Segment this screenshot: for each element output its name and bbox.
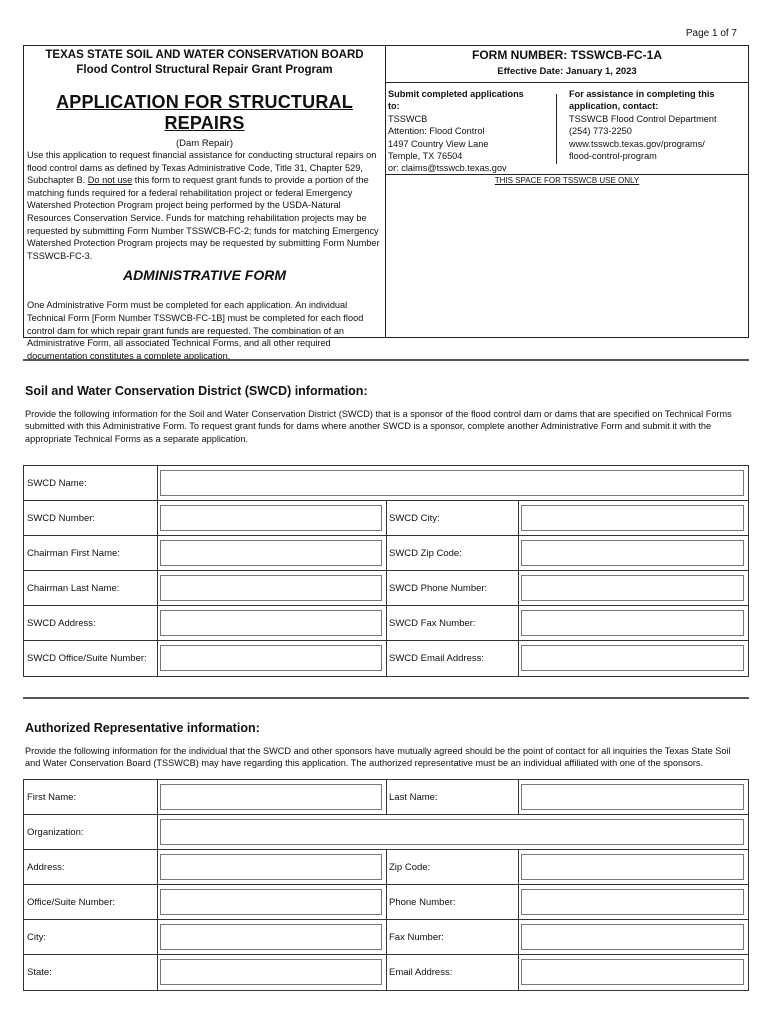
swcd-section-title: Soil and Water Conservation District (SWCD) information: <box>25 384 368 398</box>
cell-divider <box>157 920 158 954</box>
field-label: SWCD Email Address: <box>389 653 485 664</box>
rep-phone-input[interactable] <box>521 889 744 915</box>
swcd-row <box>24 606 748 641</box>
rep-first-name-input[interactable] <box>160 784 382 810</box>
swcd-section-description: Provide the following information for the Soil and Water Conservation District (SWCD) that is a sponsor of the flood control dam or dams that are specified on Technical Forms submitted with this Administrative Form. To request grant funds for dams where another SWCD is a sponsor, complete another Administrative Form and submit it with the appropriate Technical Forms as a separate application. <box>25 409 732 444</box>
field-label: Zip Code: <box>389 861 431 873</box>
swcd-city-input[interactable] <box>521 505 744 531</box>
rep-zip-input[interactable] <box>521 854 744 880</box>
section-divider <box>23 359 749 361</box>
rep-fax-input[interactable] <box>521 924 744 950</box>
submit-heading: Submit completed applications to: <box>388 89 524 112</box>
page-number: Page 1 of 7 <box>685 28 737 39</box>
field-label: SWCD Zip Code: <box>389 547 462 559</box>
cell-divider <box>518 641 519 676</box>
swcd-name-row <box>24 466 748 501</box>
cell-divider <box>157 501 158 535</box>
header-right-panel <box>386 46 748 337</box>
cell-divider <box>518 850 519 884</box>
contact-line: (254) 773-2250 <box>569 126 632 137</box>
rep-section-description: Provide the following information for the individual that the SWCD and other sponsors have mutually agreed should be the point of contact for all inquiries the Texas State Soil and Water Conservation Board (TSSWCB) may have regarding this application. The authorized representative must be an individual affiliated with one of the sponsors. <box>25 746 731 769</box>
cell-divider <box>157 780 158 814</box>
swcd-zip-input[interactable] <box>521 540 744 566</box>
submit-line: Attention: Flood Control <box>388 126 485 137</box>
rep-row <box>24 850 748 885</box>
chairman-last-name-input[interactable] <box>160 575 382 601</box>
intro-text-2: this form to request grant funds to provide a portion of the matching funds required for a federal rehabilitation project or federal Emergency Watershed Protection Program project being performed by the USDA-Natural Resources Conservation Service. Funds for matching rehabilitation projects may be requested by submitting Form Number TSSWCB-FC-2; funds for matching Emergency Watershed Protection Program projects may be requested by submitting Form Number TSSWCB-FC-3. <box>27 175 380 261</box>
cell-divider <box>518 501 519 535</box>
submit-line: 1497 Country View Lane <box>388 138 489 149</box>
header-left-panel <box>24 46 386 361</box>
field-label: SWCD Phone Number: <box>389 582 488 594</box>
field-label: Phone Number: <box>389 896 456 908</box>
swcd-address-input[interactable] <box>160 610 382 636</box>
rep-row <box>24 920 748 955</box>
swcd-row <box>24 501 748 536</box>
field-label: Organization: <box>27 826 84 838</box>
rep-form-table <box>23 779 749 991</box>
submit-line: TSSWCB <box>388 113 428 124</box>
submit-email[interactable]: or: claims@tsswcb.texas.gov <box>388 163 507 174</box>
rep-state-input[interactable] <box>160 959 382 985</box>
cell-divider <box>157 955 158 990</box>
rep-row <box>24 955 748 990</box>
rep-organization-row <box>24 815 748 850</box>
field-label: Email Address: <box>389 967 453 978</box>
cell-divider <box>157 850 158 884</box>
cell-divider <box>518 885 519 919</box>
cell-divider <box>518 920 519 954</box>
contact-line: TSSWCB Flood Control Department <box>569 113 717 124</box>
rep-organization-input[interactable] <box>160 819 744 845</box>
cell-divider <box>518 571 519 605</box>
rep-email-input[interactable] <box>521 959 744 985</box>
swcd-row <box>24 571 748 606</box>
cell-divider <box>518 780 519 814</box>
rep-row <box>24 780 748 815</box>
use-only-divider <box>386 174 748 175</box>
field-label: SWCD Number: <box>27 512 96 524</box>
section-divider <box>23 697 749 699</box>
cell-divider <box>157 606 158 640</box>
cell-divider <box>157 885 158 919</box>
swcd-row <box>24 536 748 571</box>
field-label: Address: <box>27 861 65 873</box>
form-number: FORM NUMBER: TSSWCB-FC-1A <box>472 48 662 62</box>
field-label: SWCD Name: <box>27 477 87 489</box>
submit-to-block <box>388 88 538 175</box>
header-box <box>23 45 749 361</box>
rep-address-input[interactable] <box>160 854 382 880</box>
field-label: City: <box>27 931 46 943</box>
cell-divider <box>518 536 519 570</box>
intro-text-underlined: Do not use <box>87 175 133 186</box>
rep-section-title: Authorized Representative information: <box>25 721 260 735</box>
rep-city-input[interactable] <box>160 924 382 950</box>
administrative-form-title: ADMINISTRATIVE FORM <box>122 267 287 284</box>
field-label: Last Name: <box>389 791 438 803</box>
submit-line: Temple, TX 76504 <box>388 151 463 162</box>
field-label: Chairman Last Name: <box>27 582 120 594</box>
cell-divider <box>157 641 158 676</box>
cell-divider <box>157 466 158 500</box>
cell-divider <box>157 571 158 605</box>
field-label: First Name: <box>27 791 77 803</box>
application-subtitle: (Dam Repair) <box>175 138 233 149</box>
rep-office-suite-input[interactable] <box>160 889 382 915</box>
contact-heading: For assistance in completing this application, contact: <box>569 89 715 112</box>
swcd-office-suite-input[interactable] <box>160 645 382 671</box>
swcd-form-table <box>23 465 749 677</box>
column-divider <box>556 94 557 164</box>
swcd-name-input[interactable] <box>160 470 744 496</box>
cell-divider <box>518 955 519 990</box>
field-label: Chairman First Name: <box>27 547 120 559</box>
cell-divider <box>157 815 158 849</box>
effective-date: Effective Date: January 1, 2023 <box>497 66 637 77</box>
field-label: SWCD Office/Suite Number: <box>27 653 147 664</box>
cell-divider <box>157 536 158 570</box>
chairman-first-name-input[interactable] <box>160 540 382 566</box>
swcd-phone-input[interactable] <box>521 575 744 601</box>
swcd-email-input[interactable] <box>521 645 744 671</box>
intro-text-1: Use this application to request financial assistance for conducting structural repairs on flood control dams as defined by Texas Administrative Code, Title 31, Chapter 529, Subchapter B. <box>27 150 377 186</box>
field-label: Fax Number: <box>389 931 444 943</box>
swcd-number-input[interactable] <box>160 505 382 531</box>
field-label: SWCD Fax Number: <box>389 617 476 629</box>
application-title: APPLICATION FOR STRUCTURAL REPAIRS <box>56 92 353 133</box>
use-only-label: THIS SPACE FOR TSSWCB USE ONLY <box>494 176 640 185</box>
effective-divider <box>386 82 748 83</box>
field-label: Office/Suite Number: <box>27 896 116 908</box>
field-label: State: <box>27 967 52 978</box>
rep-last-name-input[interactable] <box>521 784 744 810</box>
field-label: SWCD Address: <box>27 617 96 629</box>
program-name: Flood Control Structural Repair Grant Program <box>76 64 333 76</box>
contact-block <box>569 88 749 162</box>
administrative-form-description: One Administrative Form must be completed for each application. An individual Technical Form [Form Number TSSWCB-FC-1B] must be completed for each flood control dam for which repair grant funds are requested. The combination of an Administrative Form, all associated Technical Forms, and all other required documentation constitutes a complete application. <box>27 300 364 361</box>
cell-divider <box>518 606 519 640</box>
rep-row <box>24 885 748 920</box>
intro-paragraph <box>24 149 385 262</box>
org-name: TEXAS STATE SOIL AND WATER CONSERVATION BOARD <box>45 49 364 61</box>
contact-website-cont[interactable]: flood-control-program <box>569 151 657 162</box>
swcd-row <box>24 641 748 676</box>
field-label: SWCD City: <box>389 512 440 524</box>
swcd-fax-input[interactable] <box>521 610 744 636</box>
contact-website[interactable]: www.tsswcb.texas.gov/programs/ <box>569 138 705 149</box>
